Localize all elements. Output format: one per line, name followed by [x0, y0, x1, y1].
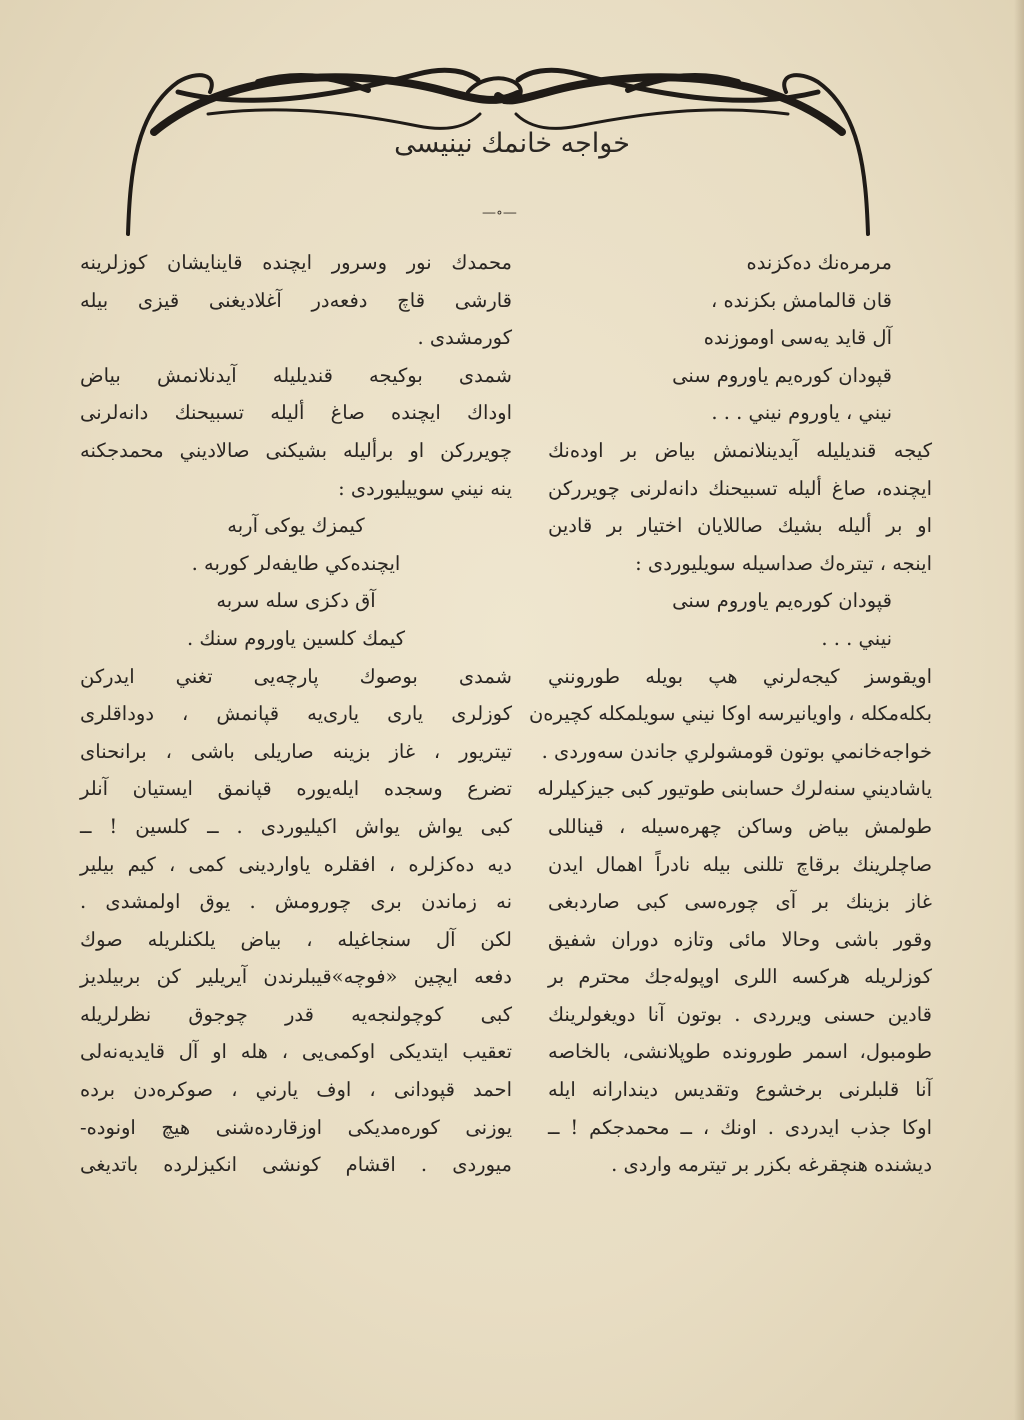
text-line: كيجه قنديليله آيدينلانمش بياض بر اوده‌نك [548, 438, 932, 462]
verse-line: ايچنده‌كي طايفه‌لر كوربه . [191, 551, 401, 575]
text-line: كورمشدى . [417, 326, 512, 350]
text-line: شمدى بوكيجه قنديليله آيدنلانمش بياض [80, 363, 512, 387]
text-line: احمد قپودانى ، اوف يارني ، صوكره‌دن برده [80, 1078, 512, 1102]
verse-block-1 [548, 244, 932, 432]
text-line: اوكا جذب ايدردى . اونك ، ــ محمدجكم ! ــ [548, 1115, 932, 1139]
text-line: تعقيب ايتديكى اوكمى‌يى ، هله او آل قايديه‌نه‌لى [80, 1040, 512, 1064]
text-line: قارشى قاچ دفعه‌در آغلاديغنى قيزى بيله [80, 288, 512, 312]
text-line: قادين حسنى ويرردى . بوتون آنا دويغولرينك [548, 1002, 932, 1026]
text-line: ايچنده، صاغ أليله تسبيحنك دانه‌لرنى چويرركن [548, 476, 932, 500]
page-edge-shadow [1014, 0, 1024, 1420]
verse-block [80, 507, 512, 657]
text-line: چويرركن او برأليله بشيكنى صالاديني محمدجكنه [80, 438, 512, 462]
text-line: تضرع وسجده ايله‌يوره قپانمق ايستيان آنلر [80, 777, 512, 801]
paragraph [80, 244, 512, 357]
text-line: بكله‌مكله ، واويانيرسه اوكا نيني سويلمكله كچيره‌ن [528, 702, 932, 726]
text-line: يوزنى كوره‌مديكى اوزقارده‌شنى هيچ اونوده- [80, 1115, 512, 1139]
text-line: نه زماندن برى چورومش . يوق اولمشدى . [80, 890, 512, 914]
verse-line: مرمره‌نك ده‌كزنده [746, 251, 892, 274]
text-line: آنا قلبلرنى برخشوع وتقديس ديندارانه ايله [548, 1078, 932, 1102]
paragraph [548, 432, 932, 582]
verse-line: قان قالمامش بكزنده ، [710, 288, 892, 312]
right-column [528, 244, 932, 1184]
paragraph [80, 357, 512, 507]
text-line: طومبول، اسمر طورونده طوپلانشى، بالخاصه [548, 1040, 932, 1064]
text-line: ينه نيني سوييليوردى : [338, 476, 512, 500]
text-line: ياشاديني سنه‌لرك حسابنى طوتيور كبى جيزكيلرله [537, 777, 932, 801]
text-line: او بر أليله بشيك صاللايان اختيار بر قادين [548, 514, 932, 538]
verse-line: كيمك كلسين ياوروم سنك . [186, 626, 406, 650]
text-line: اويقوسز كيجه‌لرني هپ بويله طورونني [548, 664, 932, 688]
text-line: كبى يواش يواش اكيليوردى . ــ كلسين ! ــ [80, 814, 512, 838]
text-line: خواجه‌خانمي بوتون قومشولري جاندن سه‌وردى . [541, 739, 932, 763]
text-line: ميوردى . اقشام كونشى انكيزلرده باتديغى [80, 1153, 512, 1177]
text-line: غاز بزينك بر آى چوره‌سى كبى صاردبغى [548, 890, 932, 914]
verse-line: قپودان كوره‌يم ياوروم سنى [672, 589, 892, 613]
verse-line: نيني . . . [821, 626, 892, 650]
verse-line: كيمزك يوكى آربه [227, 514, 365, 538]
text-line: لكن آل سنجاغيله ، بياض يلكنلريله صوك [80, 927, 512, 951]
text-line: طولمش بياض وساكن چهره‌سيله ، قيناللى [548, 814, 932, 838]
left-column [80, 244, 512, 1184]
text-line: صاچلرينك برقاچ تللنى بيله نادراً اهمال ايدن [548, 852, 932, 876]
article-title: خواجه خانمك نينيسى [394, 128, 630, 159]
text-line: شمدى بوصوك پارچه‌يى تغني ايدركن [80, 664, 512, 688]
title-separator: —∘— [482, 205, 517, 221]
text-line: كوزلرى يارى يارى‌يه قپانمش ، دوداقلرى [80, 702, 512, 726]
text-line: وقور باشى وحالا مائى وتازه دوران شفيق [548, 927, 932, 951]
text-line: ديشنده هنچقرغه بكزر بر تيترمه واردى . [611, 1153, 932, 1177]
text-line: كبى كوچولنجه‌يه قدر چوجوق نظرلريله [80, 1002, 512, 1026]
text-line: تيتريور ، غاز بزينه صاريلى باشى ، برانحناى [80, 739, 512, 763]
text-line: كوزلريله هركسه اللرى اوپوله‌جك محترم بر [548, 965, 932, 989]
text-line: اينجه ، تيتره‌ك صداسيله سويليوردى : [635, 551, 932, 575]
verse-line: قپودان كوره‌يم ياوروم سنى [672, 363, 892, 387]
verse-line: آل قايد يه‌سى اوموزنده [703, 326, 892, 350]
text-line: دفعه ايچين «فوچه»قيبلرندن آيريلير كن بربيلديز [80, 965, 512, 989]
verse-line: آق دكزى سله سربه [216, 589, 376, 613]
text-line: محمدك نور وسرور ايچنده قاينايشان كوزلرينه [80, 251, 512, 274]
text-line: ديه ده‌كزلره ، افقلره ياواردينى كمى ، كيم بيلير [80, 852, 512, 876]
paragraph [80, 658, 512, 1184]
text-line: اوداك ايچنده صاغ أليله تسبيحنك دانه‌لرنى [80, 401, 512, 425]
verse-line: نيني ، ياوروم نيني . . . [711, 401, 892, 425]
paragraph [528, 658, 932, 1184]
verse-block-2 [548, 582, 932, 657]
